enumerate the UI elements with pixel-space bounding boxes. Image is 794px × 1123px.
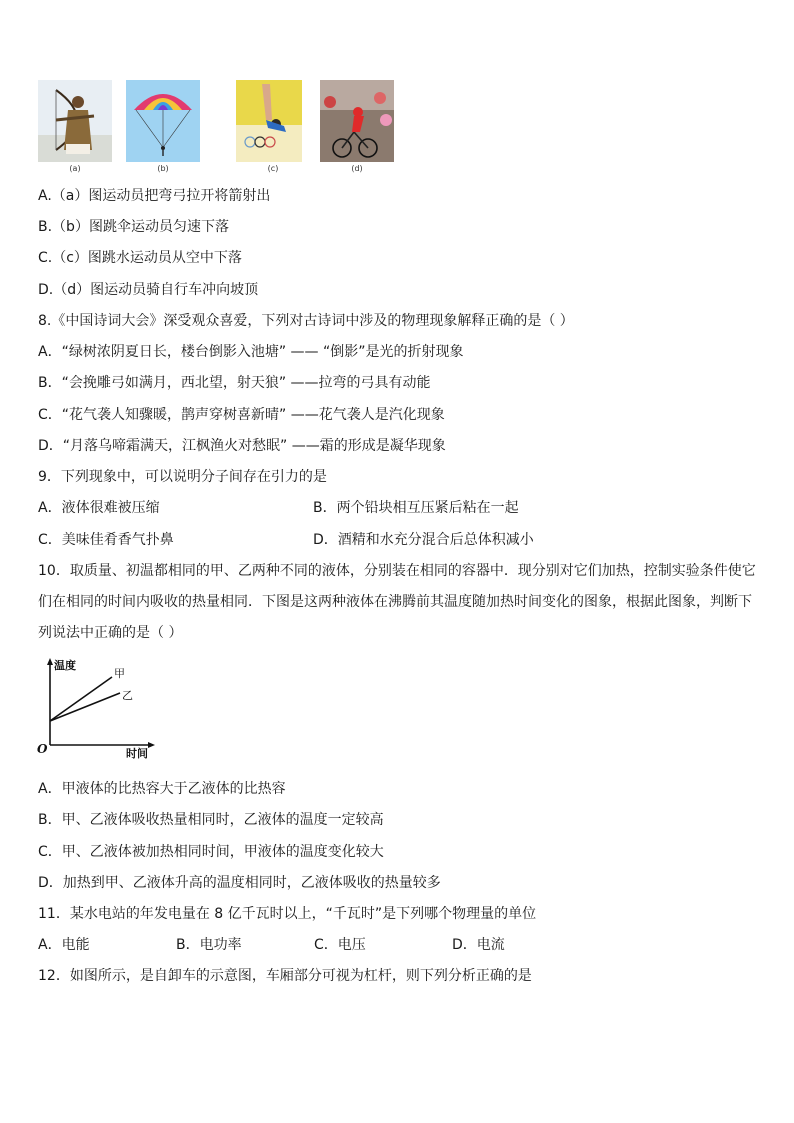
q8-option-b: B．“会挽雕弓如满月，西北望，射天狼” ——拉弯的弓具有动能 xyxy=(38,375,431,391)
q11-option-d: D．电流 xyxy=(452,937,505,953)
q7-option-c: C.（c）图跳水运动员从空中下落 xyxy=(38,250,242,266)
x-axis-label: 时间 xyxy=(126,747,148,760)
y-axis-label: 温度 xyxy=(54,659,76,672)
q9-option-a: A．液体很难被压缩 xyxy=(38,500,160,516)
archer-photo xyxy=(38,80,112,176)
q7-photo-row xyxy=(38,80,398,176)
caption-c: (c) xyxy=(267,164,279,173)
series-yi-line xyxy=(50,693,120,721)
q12-stem: 12．如图所示，是自卸车的示意图，车厢部分可视为杠杆，则下列分析正确的是 xyxy=(38,968,532,984)
caption-d: (d) xyxy=(351,164,363,173)
q8-option-d: D．“月落乌啼霜满天，江枫渔火对愁眠” ——霜的形成是凝华现象 xyxy=(38,438,446,454)
q9-option-c: C．美味佳肴香气扑鼻 xyxy=(38,532,174,548)
series-yi-label: 乙 xyxy=(122,689,133,702)
cyclist-photo xyxy=(320,80,394,176)
q8-stem: 8.《中国诗词大会》深受观众喜爱，下列对古诗词中涉及的物理现象解释正确的是（ ） xyxy=(38,313,574,329)
parachute-photo xyxy=(126,80,200,176)
origin-label: O xyxy=(37,742,48,756)
q7-option-d: D.（d）图运动员骑自行车冲向坡顶 xyxy=(38,282,259,298)
q7-option-b: B.（b）图跳伞运动员匀速下落 xyxy=(38,219,229,235)
x-axis-arrow xyxy=(148,742,155,748)
diver-photo xyxy=(236,80,310,176)
q10-option-c: C．甲、乙液体被加热相同时间，甲液体的温度变化较大 xyxy=(38,844,384,860)
caption-b: (b) xyxy=(157,164,169,173)
q10-option-d: D．加热到甲、乙液体升高的温度相同时，乙液体吸收的热量较多 xyxy=(38,875,441,891)
series-jia-label: 甲 xyxy=(114,667,125,680)
q10-option-a: A．甲液体的比热容大于乙液体的比热容 xyxy=(38,781,286,797)
q9-stem: 9．下列现象中，可以说明分子间存在引力的是 xyxy=(38,469,327,485)
q10-option-b: B．甲、乙液体吸收热量相同时，乙液体的温度一定较高 xyxy=(38,812,384,828)
temperature-time-graph xyxy=(34,655,164,760)
q11-option-a: A．电能 xyxy=(38,937,90,953)
q11-option-c: C．电压 xyxy=(314,937,366,953)
caption-a: (a) xyxy=(69,164,81,173)
q7-option-a: A.（a）图运动员把弯弓拉开将箭射出 xyxy=(38,188,271,204)
q9-option-b: B．两个铅块相互压紧后粘在一起 xyxy=(313,500,519,516)
q9-option-d: D．酒精和水充分混合后总体积减小 xyxy=(313,532,534,548)
q10-stem: 10．取质量、初温都相同的甲、乙两种不同的液体，分别装在相同的容器中．现分别对它们加热，控制实验条件使它们在相同的时间内吸收的热量相同．下图是这两种液体在沸腾前其温度随加热时间变化的图象，根据此图象，判断下列说法中正确的是（ ） xyxy=(38,563,756,641)
q11-stem: 11．某水电站的年发电量在 8 亿千瓦时以上，“千瓦时”是下列哪个物理量的单位 xyxy=(38,906,537,922)
series-jia-line xyxy=(50,677,112,721)
y-axis-arrow xyxy=(47,658,53,665)
q8-option-a: A．“绿树浓阴夏日长，楼台倒影入池塘” —— “倒影”是光的折射现象 xyxy=(38,344,464,360)
q11-option-b: B．电功率 xyxy=(176,937,242,953)
q8-option-c: C．“花气袭人知骤暖，鹊声穿树喜新晴” ——花气袭人是汽化现象 xyxy=(38,407,445,423)
